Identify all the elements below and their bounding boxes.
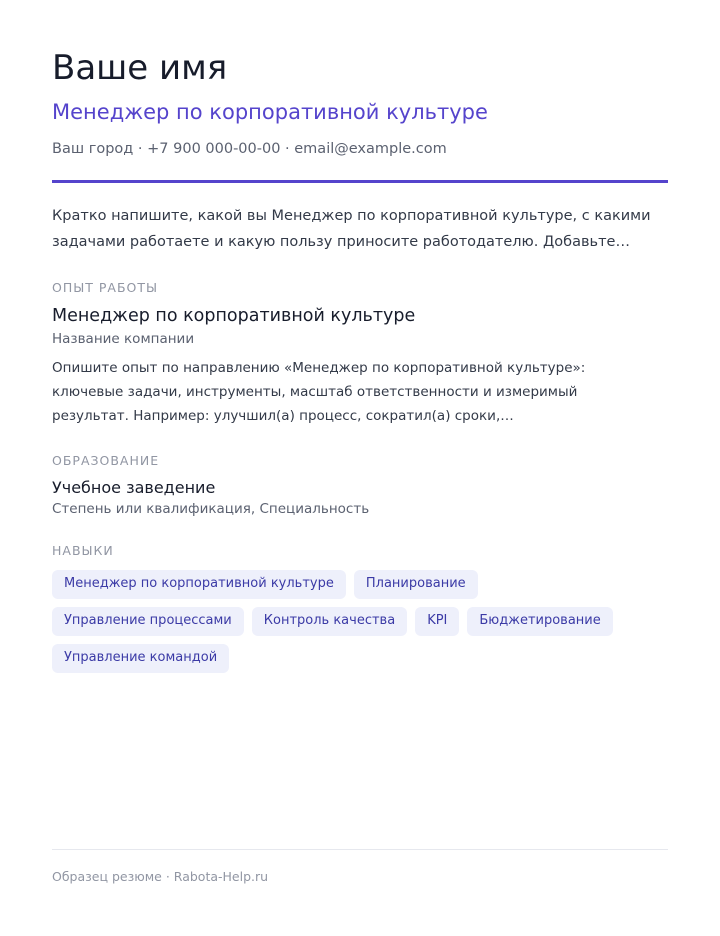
skill-chip: KPI	[415, 607, 459, 636]
experience-section-title: ОПЫТ РАБОТЫ	[52, 280, 159, 295]
skills-list	[52, 570, 668, 673]
header-divider	[52, 180, 668, 183]
candidate-name: Ваше имя	[52, 48, 228, 88]
summary-text: Кратко напишите, какой вы Менеджер по корпоративной культуре, с какими задачами работаете и какую пользу приносите работодателю. Добавьте…	[52, 208, 651, 250]
contact-line: Ваш город · +7 900 000-00-00 · email@example.com	[52, 141, 447, 157]
company-name: Название компании	[52, 331, 195, 347]
skill-chip: Управление командой	[52, 644, 229, 673]
education-degree: Степень или квалификация, Специальность	[52, 501, 370, 517]
skill-chip: Менеджер по корпоративной культуре	[52, 570, 346, 599]
skills-section-title: НАВЫКИ	[52, 543, 114, 558]
skill-chip: Управление процессами	[52, 607, 244, 636]
education-institution: Учебное заведение	[52, 478, 216, 497]
resume-page	[52, 0, 668, 936]
job-title: Менеджер по корпоративной культуре	[52, 306, 416, 326]
job-description: Опишите опыт по направлению «Менеджер по корпоративной культуре»: ключевые задачи, инструменты, масштаб ответственности и измеримый результат. Например: улучшил(а) процесс, сократил(а) сроки,…	[52, 360, 586, 424]
skill-chip: Планирование	[354, 570, 478, 599]
candidate-role: Менеджер по корпоративной культуре	[52, 100, 488, 124]
footer-text: Образец резюме · Rabota-Help.ru	[52, 869, 269, 884]
skill-chip: Контроль качества	[252, 607, 407, 636]
footer-divider	[52, 849, 668, 850]
education-section-title: ОБРАЗОВАНИЕ	[52, 453, 160, 468]
skill-chip: Бюджетирование	[467, 607, 612, 636]
